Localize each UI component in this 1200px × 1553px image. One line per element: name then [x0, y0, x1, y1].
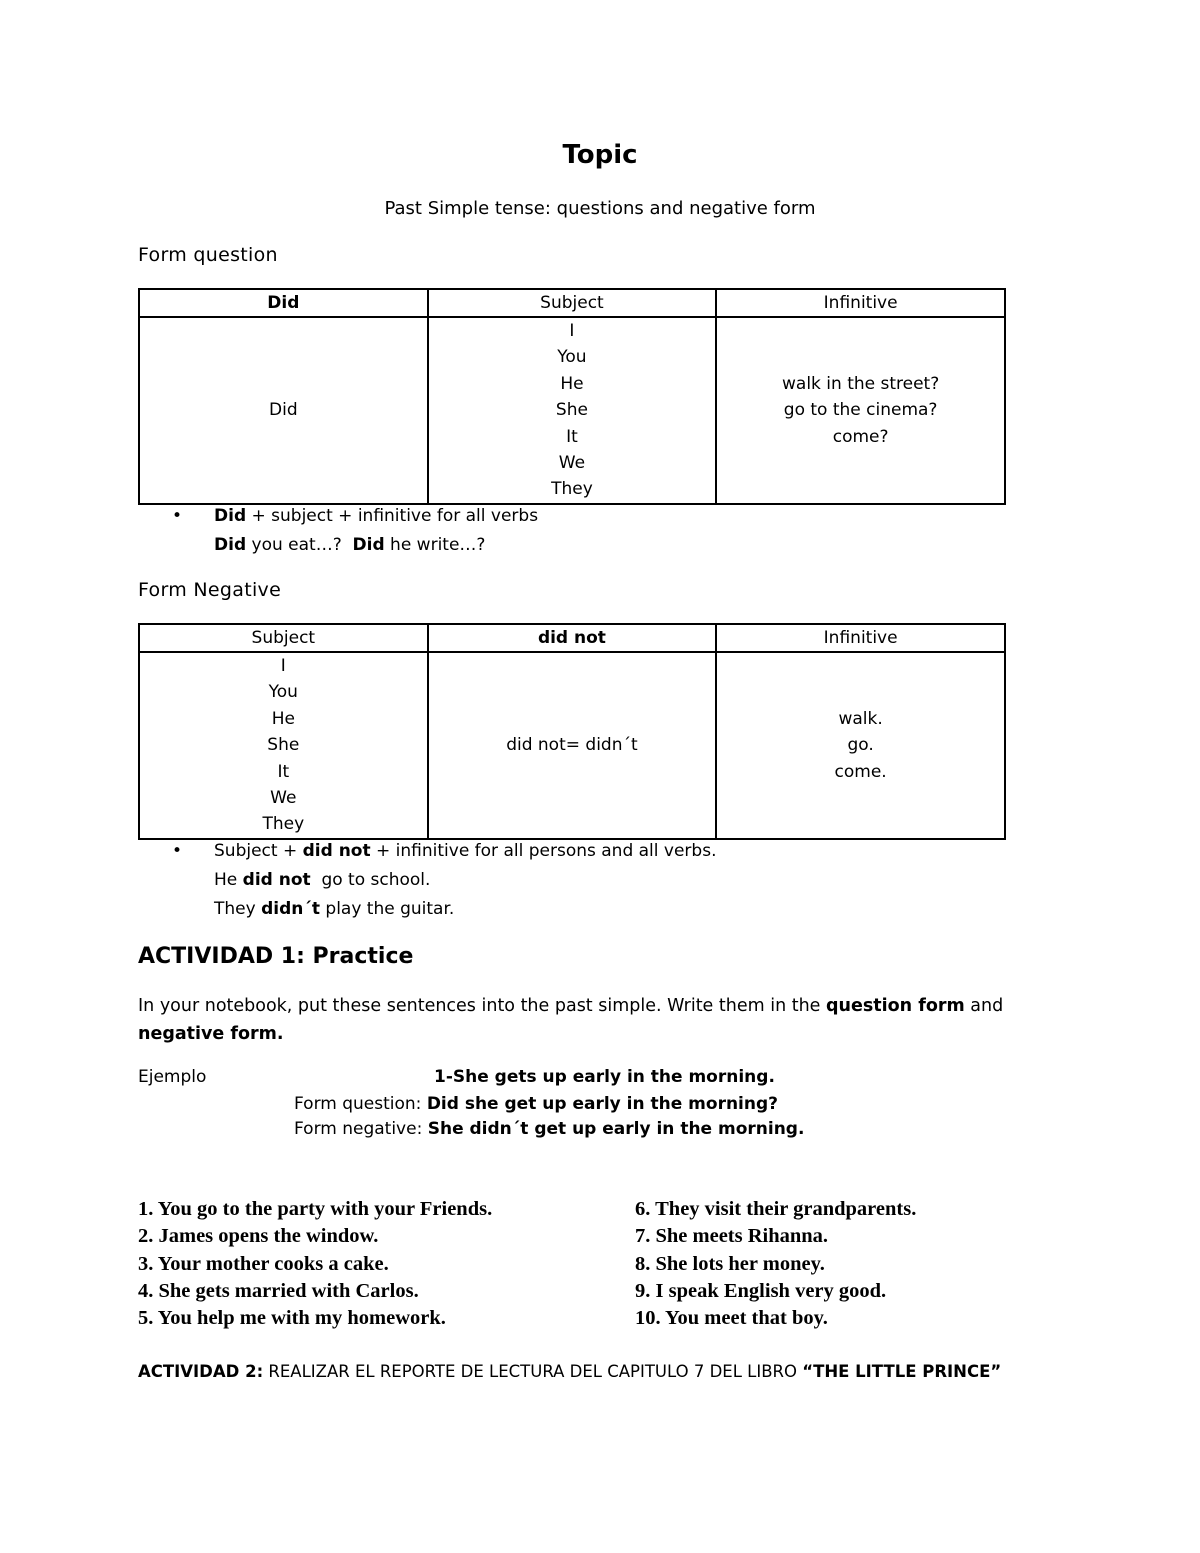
activity2-text: REALIZAR EL REPORTE DE LECTURA DEL CAPITULO 7 DEL LIBRO [263, 1362, 803, 1381]
page-title: Topic [562, 140, 638, 170]
subject-item: She [267, 735, 300, 756]
subject-item: We [558, 452, 586, 473]
instruction-text: and [964, 996, 1004, 1016]
example-text: They [214, 899, 262, 919]
sentence-list-right [635, 1196, 916, 1332]
header-infinitive: Infinitive [716, 624, 1005, 652]
subject-item: They [551, 479, 593, 500]
page-subtitle: Past Simple tense: questions and negative form [384, 198, 816, 219]
subject-item: He [560, 373, 584, 394]
negative-example-1 [214, 870, 430, 890]
subject-item: I [280, 656, 286, 676]
negative-example-2 [214, 899, 454, 919]
table-header-row [139, 624, 1005, 652]
negative-table [138, 623, 1006, 840]
infinitive-item: walk. [838, 708, 883, 729]
infinitive-item: walk in the street? [782, 373, 940, 394]
list-item: 10. You meet that boy. [635, 1307, 828, 1330]
header-infinitive: Infinitive [716, 289, 1005, 317]
question-example [214, 535, 485, 555]
subject-item: I [569, 321, 575, 341]
list-item: 3. Your mother cooks a cake. [138, 1252, 389, 1275]
question-table [138, 288, 1006, 505]
example-question [294, 1094, 778, 1114]
infinitive-item: come. [834, 761, 887, 782]
list-item: 8. She lots her money. [635, 1252, 825, 1275]
list-item: 5. You help me with my homework. [138, 1307, 446, 1330]
infinitive-item: come? [832, 426, 889, 447]
activity1-title: ACTIVIDAD 1: Practice [138, 944, 414, 969]
subject-list [428, 317, 717, 504]
infinitive-item: go to the cinema? [783, 400, 938, 421]
example-sentence: 1-She gets up early in the morning. [434, 1067, 775, 1087]
instruction-keyword: question form [826, 996, 965, 1016]
activity2-label: ACTIVIDAD 2: [138, 1362, 264, 1381]
subject-list [139, 652, 428, 839]
example-negative-label: Form negative: [294, 1119, 428, 1139]
subject-item: It [277, 761, 290, 782]
example-text: go to school. [310, 870, 431, 890]
bullet-icon: • [172, 506, 183, 526]
table-row [139, 317, 1005, 504]
example-keyword: did not [242, 870, 311, 890]
did-not-cell: did not= didn´t [428, 652, 717, 839]
negative-section-heading: Form Negative [138, 579, 282, 601]
activity2-line [138, 1362, 1001, 1381]
header-did-not: did not [428, 624, 717, 652]
example-text: He [214, 870, 243, 890]
infinitive-list [716, 652, 1005, 839]
example-negative [294, 1119, 804, 1139]
table-header-row [139, 289, 1005, 317]
header-subject: Subject [139, 624, 428, 652]
rule-keyword: did not [302, 841, 371, 861]
list-item: 4. She gets married with Carlos. [138, 1279, 419, 1302]
rule-text: + infinitive for all persons and all verbs. [370, 841, 717, 861]
infinitive-list [716, 317, 1005, 504]
example-keyword: Did [352, 535, 385, 555]
negative-rule [172, 841, 717, 861]
example-negative-answer: She didn´t get up early in the morning. [427, 1119, 805, 1139]
instruction-text: In your notebook, put these sentences into the past simple. Write them in the [138, 996, 827, 1016]
list-item: 1. You go to the party with your Friends. [138, 1198, 493, 1220]
list-item: 7. She meets Rihanna. [635, 1225, 829, 1248]
example-question-answer: Did she get up early in the morning? [426, 1094, 779, 1114]
list-item: 2. James opens the window. [138, 1225, 379, 1248]
activity2-book: “THE LITTLE PRINCE” [802, 1362, 1002, 1381]
subject-item: You [557, 347, 587, 368]
example-keyword: didn´t [261, 899, 320, 919]
header-did: Did [139, 289, 428, 317]
example-keyword: Did [214, 535, 247, 555]
question-section-heading: Form question [138, 244, 278, 266]
example-text: you eat…? [246, 535, 353, 555]
list-item: 6. They visit their grandparents. [635, 1198, 917, 1220]
table-row [139, 652, 1005, 839]
did-cell: Did [139, 317, 428, 504]
subject-item: They [262, 814, 305, 835]
infinitive-item: go. [847, 735, 874, 756]
subject-item: He [271, 708, 295, 729]
rule-text: Subject + [214, 841, 303, 861]
subject-item: You [268, 682, 298, 703]
example-text: play the guitar. [320, 899, 455, 919]
subject-item: She [555, 400, 588, 421]
question-rule [172, 506, 539, 526]
rule-text: + subject + infinitive for all verbs [246, 506, 539, 526]
example-question-label: Form question: [294, 1094, 427, 1114]
activity1-instructions [138, 992, 1018, 1048]
example-label: Ejemplo [138, 1067, 207, 1087]
rule-keyword: Did [214, 506, 247, 526]
example-text: he write…? [384, 535, 486, 555]
bullet-icon: • [172, 841, 183, 861]
subject-item: It [566, 426, 578, 447]
sentence-list-left [138, 1196, 492, 1332]
instruction-keyword: negative form. [138, 1024, 284, 1044]
header-subject: Subject [428, 289, 717, 317]
list-item: 9. I speak English very good. [635, 1279, 887, 1302]
subject-item: We [270, 787, 297, 808]
